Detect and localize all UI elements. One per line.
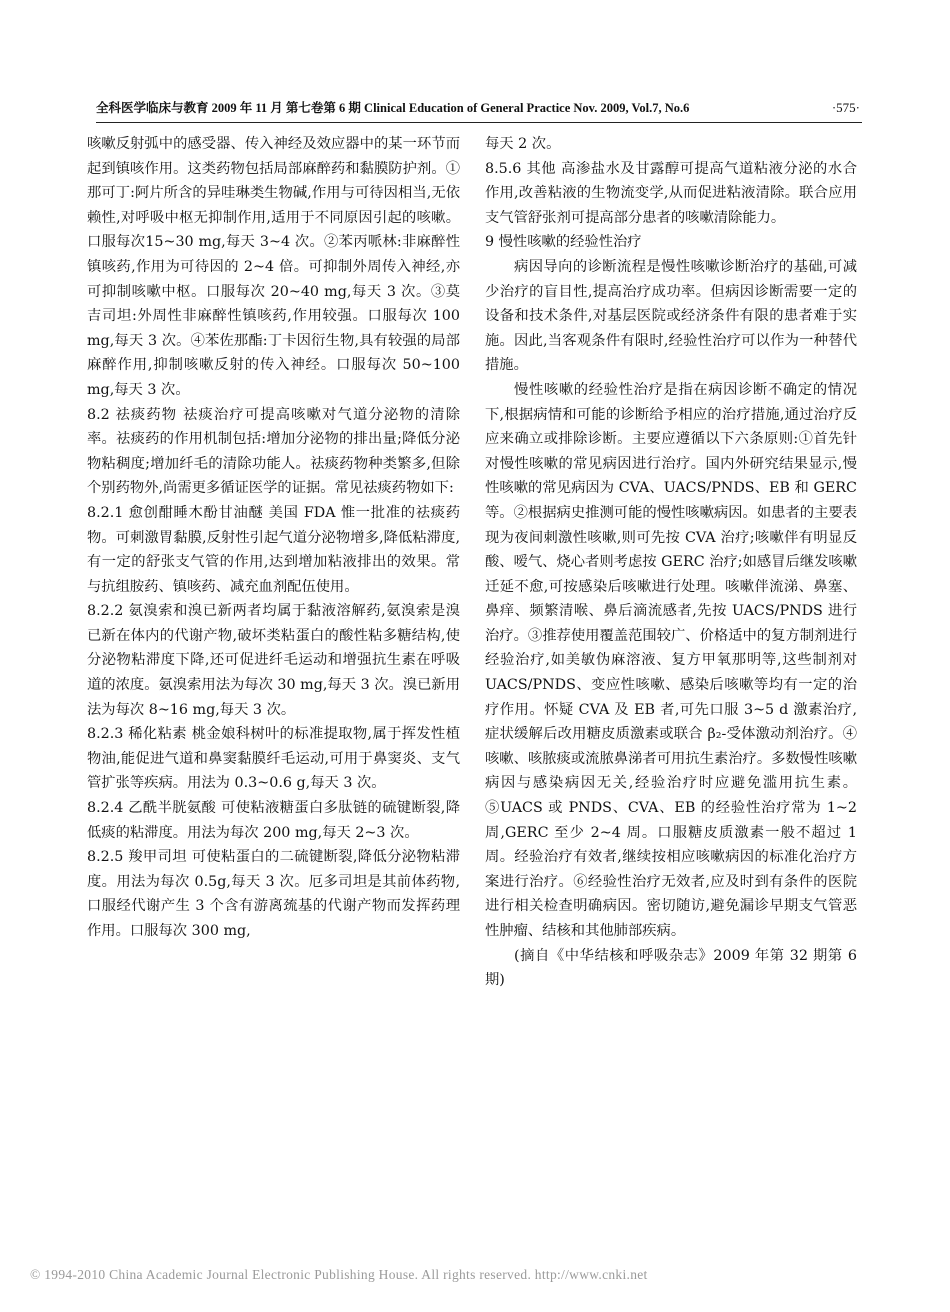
paragraph: 每天 2 次。 <box>485 136 561 152</box>
paragraph: 8.2.3 稀化粘素 桃金娘科树叶的标准提取物,属于挥发性植物油,能促进气道和鼻窦黏膜纤毛运动,可用于鼻窦炎、支气管扩张等疾病。用法为 0.3~0.6 g,每天 3 次。 <box>87 726 460 792</box>
right-column <box>485 132 857 993</box>
running-header <box>96 95 860 121</box>
page-number: ·575· <box>831 100 860 115</box>
paragraph: 8.2.4 乙酰半胱氨酸 可使粘液糖蛋白多肽链的硫键断裂,降低痰的粘滞度。用法为每次 200 mg,每天 2~3 次。 <box>87 800 460 841</box>
paragraph: 8.5.6 其他 高渗盐水及甘露醇可提高气道粘液分泌的水合作用,改善粘液的生物流变学,从而促进粘液清除。联合应用支气管舒张剂可提高部分患者的咳嗽清除能力。 <box>485 160 857 226</box>
section-heading: 9 慢性咳嗽的经验性治疗 <box>485 234 642 251</box>
left-column <box>87 132 460 944</box>
paragraph: 8.2.2 氨溴索和溴已新两者均属于黏液溶解药,氨溴索是溴已新在体内的代谢产物,破坏类粘蛋白的酸性粘多糖结构,使分泌物粘滞度下降,还可促进纤毛运动和增强抗生素在呼吸道的浓度。氨溴索用法为每次 30 mg,每天 3 次。溴已新用法为每次 8~16 mg,每天 3 次。 <box>87 603 460 718</box>
paragraph: 咳嗽反射弧中的感受器、传入神经及效应器中的某一环节而起到镇咳作用。这类药物包括局部麻醉药和黏膜防护剂。①那可丁:阿片所含的异哇琳类生物碱,作用与可待因相当,无依赖性,对呼吸中枢无抑制作用,适用于不同原因引起的咳嗽。口服每次15~30 mg,每天 3~4 次。②苯丙哌林:非麻醉性镇咳药,作用为可待因的 2~4 倍。可抑制外周传入神经,亦可抑制咳嗽中枢。口服每次 20~40 mg,每天 3 次。③莫吉司坦:外周性非麻醉性镇咳药,作用较强。口服每次 100 mg,每天 3 次。④苯佐那酯:丁卡因衍生物,具有较强的局部麻醉作用,抑制咳嗽反射的传入神经。口服每次 50~100 mg,每天 3 次。 <box>87 136 460 398</box>
paragraph: 慢性咳嗽的经验性治疗是指在病因诊断不确定的情况下,根据病情和可能的诊断给予相应的治疗措施,通过治疗反应来确立或排除诊断。主要应遵循以下六条原则:①首先针对慢性咳嗽的常见病因进行治疗。国内外研究结果显示,慢性咳嗽的常见病因为 CVA、UACS/PNDS、EB 和 GERC 等。②根据病史推测可能的慢性咳嗽病因。如患者的主要表现为夜间刺激性咳嗽,则可先按 CVA 治疗;咳嗽伴有明显反酸、嗳气、烧心者则考虑按 GERC 治疗;如感冒后继发咳嗽迁延不愈,可按感染后咳嗽进行处理。咳嗽伴流涕、鼻塞、鼻痒、频繁清喉、鼻后滴流感者,先按 UACS/PNDS 进行治疗。③推荐使用覆盖范围较广、价格适中的复方制剂进行经验治疗,如美敏伪麻溶液、复方甲氧那明等,这些制剂对 UACS/PNDS、变应性咳嗽、感染后咳嗽等均有一定的治疗作用。怀疑 CVA 及 EB 者,可先口服 3~5 d 激素治疗,症状缓解后改用糖皮质激素或联合 β₂-受体激动剂治疗。④咳嗽、咳脓痰或流脓鼻涕者可用抗生素治疗。多数慢性咳嗽病因与感染病因无关,经验治疗时应避免滥用抗生素。⑤UACS 或 PNDS、CVA、EB 的经验性治疗常为 1~2 周,GERC 至少 2~4 周。口服糖皮质激素一般不超过 1 周。经验治疗有效者,继续按相应咳嗽病因的标准化治疗方案进行治疗。⑥经验性治疗无效者,应及时到有条件的医院进行相关检查明确病因。密切随访,避免漏诊早期支气管恶性肿瘤、结核和其他肺部疾病。 <box>485 381 857 939</box>
citation: (摘自《中华结核和呼吸杂志》2009 年第 32 期第 6 期) <box>485 947 857 989</box>
journal-line: 全科医学临床与教育 2009 年 11 月 第七卷第 6 期 Clinical Education of General Practice Nov. 2009, Vol.7, No.6 <box>96 101 690 115</box>
copyright-footer: © 1994-2010 China Academic Journal Electronic Publishing House. All rights reserved. http://www.cnki.net <box>30 1267 648 1282</box>
header-rule <box>96 122 862 123</box>
paragraph: 8.2 祛痰药物 祛痰治疗可提高咳嗽对气道分泌物的清除率。祛痰药的作用机制包括:增加分泌物的排出量;降低分泌物粘稠度;增加纤毛的清除功能人。祛痰药物种类繁多,但除个别药物外,尚需更多循证医学的证据。常见祛痰药物如下: <box>87 406 460 497</box>
paragraph: 病因导向的诊断流程是慢性咳嗽诊断治疗的基础,可减少治疗的盲目性,提高治疗成功率。但病因诊断需要一定的设备和技术条件,对基层医院或经济条件有限的患者难于实施。因此,当客观条件有限时,经验性治疗可以作为一种替代措施。 <box>485 258 857 374</box>
paragraph: 8.2.1 愈创酣睡木酚甘油醚 美国 FDA 惟一批准的祛痰药物。可刺激胃黏膜,反射性引起气道分泌物增多,降低粘滞度,有一定的舒张支气管的作用,达到增加粘液排出的效果。常与抗组胺药、镇咳药、减充血剂配伍使用。 <box>87 504 460 595</box>
paragraph: 8.2.5 羧甲司坦 可使粘蛋白的二硫键断裂,降低分泌物粘滞度。用法为每次 0.5g,每天 3 次。厄多司坦是其前体药物,口服经代谢产生 3 个含有游离巯基的代谢产物而发挥药理作用。口服每次 300 mg, <box>87 849 460 939</box>
